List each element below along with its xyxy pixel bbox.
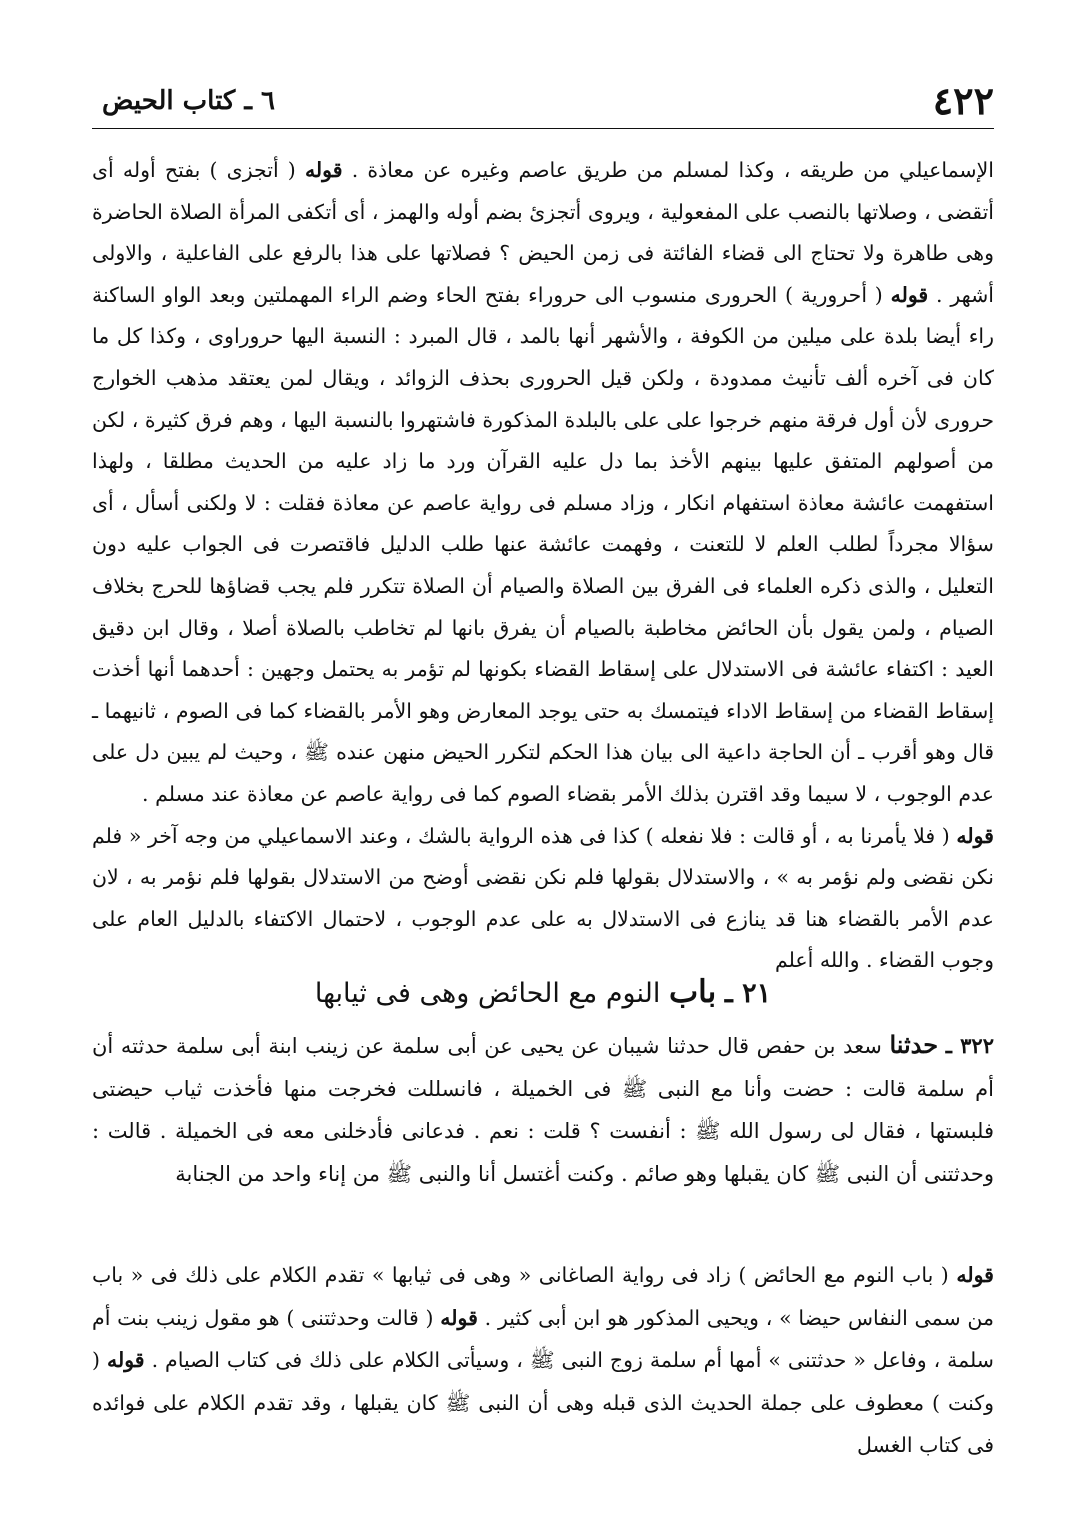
commentary-top [92,150,994,982]
bab-title: النوم مع الحائض وهى فى ثيابها [314,978,661,1009]
commentary-paragraph [92,150,994,816]
qawluhu-marker: قوله [956,1263,994,1287]
qawluhu-marker: قوله [956,823,994,848]
header-divider [92,128,994,129]
bab-heading [92,970,994,1016]
qawluhu-marker: قوله [106,1348,145,1372]
commentary-text: ( باب النوم مع الحائض ) زاد فى رواية الصاغانى « وهى فى ثيابها » تقدم الكلام على ذلك فى « باب من سمى النفاس حيضا » ، ويحيى المذكور هو ابن أبى كثير . [92,1263,994,1330]
qawluhu-marker: قوله [304,158,343,182]
chapter-title: ٦ ـ كتاب الحيض [102,86,275,116]
commentary-bottom [92,1254,994,1467]
bab-number: ٢١ ـ [724,978,772,1009]
commentary-text: ( فلا يأمرنا به ، أو قالت : فلا نفعله ) كذا فى هذه الرواية بالشك ، وعند الاسماعيلي من وجه آخر « فلم نكن نقضى ولم نؤمر به » ، والاستدلال بقولها فلم نكن نقضى أوضح من الاستدلال بقولها فلم نؤمر به ، لان عدم الأمر بالقضاء هنا قد ينازع فى الاستدلال به على عدم الوجوب ، لاحتمال الاكتفاء بالدليل العام على وجوب القضاء . والله أعلم [92,823,994,973]
commentary-text: ( وكنت ) معطوف على جملة الحديث الذى قبله وهى أن النبى ﷺ كان يقبلها ، وقد تقدم الكلام على فوائده فى كتاب الغسل [92,1348,994,1457]
hadith-number: ٣٢٢ ـ [945,1033,994,1058]
commentary-paragraph [92,816,994,982]
commentary-paragraph [92,1254,994,1467]
bab-section [92,970,994,1195]
hadith-text: سعد بن حفص قال حدثنا شيبان عن يحيى عن أبى سلمة عن زينب ابنة أبى سلمة حدثته أن أم سلمة قالت : حضت وأنا مع النبى ﷺ فى الخميلة ، فانسللت فخرجت منها فأخذت ثياب حيضتى فلبستها ، فقال لى رسول الله ﷺ : أنفست ؟ قلت : نعم . فدعانى فأدخلنى معه فى الخميلة . قالت : وحدثتنى أن النبى ﷺ كان يقبلها وهو صائم . وكنت أغتسل أنا والنبى ﷺ من إناء واحد من الجنابة [92,1034,994,1186]
commentary-text: الإسماعيلي من طريقه ، وكذا لمسلم من طريق عاصم وغيره عن معاذة . [351,158,994,182]
qawluhu-marker: قوله [440,1305,478,1330]
haddathana-marker: حدثنا [889,1030,939,1059]
qawluhu-marker: قوله [890,282,929,307]
running-header [92,78,994,126]
page-number: ٤٢٢ [932,78,994,123]
commentary-text: ( أحرورية ) الحرورى منسوب الى حروراء بفتح الحاء وضم الراء المهملتين وبعد الواو الساكنة راء أيضا بلدة على ميلين من الكوفة ، والأشهر أنها بالمد ، قال المبرد : النسبة اليها حروراوى ، وكذا كل ما كان فى آخره ألف تأنيث ممدودة ، ولكن قيل الحرورى بحذف الزوائد ، ويقال لمن يعتقد مذهب الخوارج حرورى لأن أول فرقة منهم خرجوا على على بالبلدة المذكورة فاشتهروا بالنسبة اليها ، وهم فرق كثيرة ، لكن من أصولهم المتفق عليها بينهم الأخذ بما دل عليه القرآن ورد ما زاد عليه من الحديث مطلقا ، ولهذا استفهمت عائشة معاذة استفهام انكار ، وزاد مسلم فى رواية عاصم عن معاذة فقلت : لا ولكنى أسأل ، أى سؤالا مجرداً لطلب العلم لا للتعنت ، وفهمت عائشة عنها طلب الدليل فاقتصرت فى الجواب عليه دون التعليل ، والذى ذكره العلماء فى الفرق بين الصلاة والصيام أن الصلاة تتكرر فلم يجب قضاؤها للحرج بخلاف الصيام ، ولمن يقول بأن الحائض مخاطبة بالصيام أن يفرق بانها لم تخاطب بالصلاة أصلا ، وقال ابن دقيق العيد : اكتفاء عائشة فى الاستدلال على إسقاط القضاء بكونها لم تؤمر به يحتمل وجهين : أحدهما أنها أخذت إسقاط القضاء من إسقاط الاداء فيتمسك به حتى يوجد المعارض وهو الأمر بالقضاء كما فى الصوم ، ثانيهما ـ قال وهو أقرب ـ أن الحاجة داعية الى بيان هذا الحكم لتكرر الحيض منهن عنده ﷺ ، وحيث لم يبين دل على عدم الوجوب ، لا سيما وقد اقترن بذلك الأمر بقضاء الصوم كما فى رواية عاصم عن معاذة عند مسلم . [92,282,994,806]
hadith-text-block [92,1024,994,1195]
commentary-text: ( أتجزى ) بفتح أوله أى أتقضى ، وصلاتها بالنصب على المفعولية ، ويروى أتجزئ بضم أوله والهمز ، أى أتكفى المرأة الصلاة الحاضرة وهى طاهرة ولا تحتاج الى قضاء الفائتة فى زمن الحيض ؟ فصلاتها على هذا بالرفع على الفاعلية ، والاولى أشهر . [92,158,994,307]
commentary-text: ( قالت وحدثتنى ) هو مقول زينب بنت أم سلمة ، وفاعل « حدثتنى » أمها أم سلمة زوج النبى ﷺ ، وسيأتى الكلام على ذلك فى كتاب الصيام . [92,1305,994,1372]
bab-word: باب [668,974,717,1010]
